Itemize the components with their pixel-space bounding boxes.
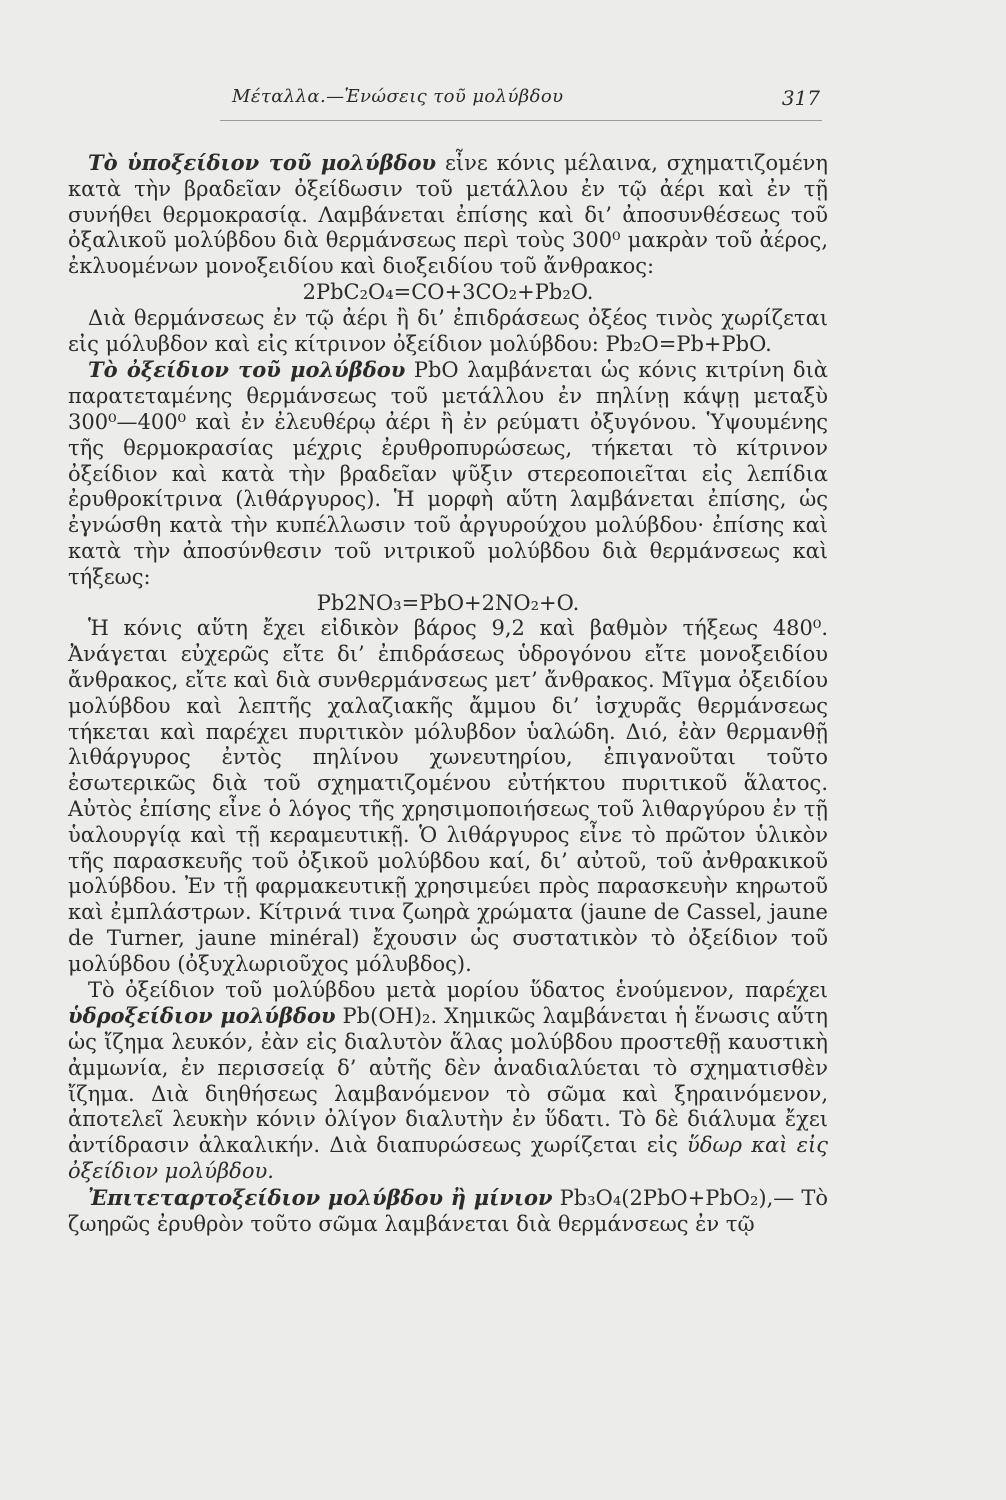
paragraph-oxide	[68, 357, 828, 590]
paragraph-hydroxide-intro: Τὸ ὀξείδιον τοῦ μολύβδου μετὰ μορίου ὕδατος ἑνούμενον, παρέχει	[88, 977, 828, 1002]
paragraph-suboxide-decomposition: Διὰ θερμάνσεως ἐν τῷ ἀέρι ἢ δι’ ἐπιδράσεως ὀξέος τινὸς χωρίζεται εἰς μόλυβδον καὶ εἰς κίτρινον ὀξείδιον μολύβδου: Pb₂O=Pb+PbO.	[68, 305, 828, 356]
paragraph-suboxide-text: εἶνε κόνις μέλαινα, σχηματιζομένη κατὰ τὴν βραδεῖαν ὀξείδωσιν τοῦ μετάλλου ἐν τῷ ἀέρι καὶ ἐν τῇ συνήθει θερμοκρασίᾳ. Λαμβάνεται ἐπίσης καὶ δι’ ἀποσυνθέσεως τοῦ ὀξαλικοῦ μολύβδου διὰ θερμάνσεως περὶ τοὺς 300⁰ μακρὰν τοῦ ἀέρος, ἐκλυομένων μονοξειδίου καὶ διοξειδίου τοῦ ἄνθρακος:	[68, 151, 828, 279]
header-rule	[220, 120, 822, 121]
heading-suboxide: Τὸ ὑποξείδιον τοῦ μολύβδου	[88, 150, 437, 175]
paragraph-hydroxide-text: Pb(OH)₂. Χημικῶς λαμβάνεται ἡ ἕνωσις αὕτη ὡς ἴζημα λευκόν, ἐὰν εἰς διαλυτὸν ἅλας μολύβδου προστεθῇ καυστικὴ ἀμμωνία, ἐν περισσείᾳ δ’ αὐτῆς δὲν ἀναδιαλύεται τὸ σχηματισθὲν ἴζημα. Διὰ διηθήσεως λαμβανόμενον τὸ σῶμα καὶ ξηραινόμενον, ἀποτελεῖ λευκὴν κόνιν ὀλίγον διαλυτὴν ἐν ὕδατι. Τὸ δὲ διάλυμα ἔχει ἀντίδρασιν ἀλκαλικήν. Διὰ διαπυρώσεως χωρίζεται εἰς	[68, 1004, 828, 1158]
page-body	[68, 150, 828, 1237]
heading-hydroxide: ὑδροξείδιον μολύβδου	[68, 1003, 336, 1029]
paragraph-hydroxide	[68, 978, 828, 1185]
equation-oxalate: 2PbC₂O₄=CO+3CO₂+Pb₂O.	[302, 279, 594, 304]
equation-nitrate: Pb2NO₃=PbO+2NO₂+O.	[316, 590, 580, 615]
paragraph-suboxide	[68, 150, 828, 280]
heading-minium: Ἐπιτεταρτοξείδιον μολύβδου ἢ μίνιον	[88, 1184, 553, 1210]
paragraph-oxide-properties: Ἡ κόνις αὕτη ἔχει εἰδικὸν βάρος 9,2 καὶ βαθμὸν τήξεως 480⁰. Ἀνάγεται εὐχερῶς εἴτε δι’ ἐπιδράσεως ὑδρογόνου εἴτε μονοξειδίου ἄνθρακος, εἴτε καὶ διὰ συνθερμάνσεως μετ’ ἄνθρακος. Μῖγμα ὀξειδίου μολύβδου καὶ λεπτῆς χαλαζιακῆς ἄμμου δι’ ἰσχυρᾶς θερμάνσεως τήκεται καὶ παρέχει πυριτικὸν μόλυβδον ὑαλώδη. Διό, ἐὰν θερμανθῇ λιθάργυρος ἐντὸς πηλίνου χωνευτηρίου, ἐπιγανοῦται τοῦτο ἐσωτερικῶς διὰ τοῦ σχηματιζομένου εὐτήκτου πυριτικοῦ ἅλατος. Αὐτὸς ἐπίσης εἶνε ὁ λόγος τῆς χρησιμοποιήσεως τοῦ λιθαργύρου ἐν τῇ ὑαλουργίᾳ καὶ τῇ κεραμευτικῇ. Ὁ λιθάργυρος εἶνε τὸ πρῶτον ὑλικὸν τῆς παρασκευῆς τοῦ ὀξικοῦ μολύβδου καί, δι’ αὐτοῦ, τοῦ ἀνθρακικοῦ μολύβδου. Ἐν τῇ φαρμακευτικῇ χρησιμεύει πρὸς παρασκευὴν κηρωτοῦ καὶ ἐμπλάστρων. Κίτρινά τινα ζωηρὰ χρώματα (jaune de Cassel, jaune de Turner, jaune minéral) ἔχουσιν ὡς συστατικὸν τὸ ὀξείδιον τοῦ μολύβδου (ὀξυχλωριοῦχος μόλυβδος).	[68, 616, 828, 976]
running-title: Μέταλλα.—Ἑνώσεις τοῦ μολύβδου	[232, 86, 564, 107]
paragraph-minium-text: Pb₃O₄(2PbO+PbO₂),— Τὸ ζωηρῶς ἐρυθρὸν τοῦτο σῶμα λαμβάνεται διὰ θερμάνσεως ἐν τῷ	[68, 1185, 828, 1236]
heading-oxide: Τὸ ὀξείδιον τοῦ μολύβδου	[88, 357, 406, 383]
paragraph-minium	[68, 1185, 828, 1238]
page-number: 317	[781, 86, 820, 110]
paragraph-hydroxide-tail: ὕδωρ καὶ εἰς ὀξείδιον μολύβδου.	[68, 1133, 828, 1184]
paragraph-oxide-text: PbO λαμβάνεται ὡς κόνις κιτρίνη διὰ παρατεταμένης θερμάνσεως τοῦ μετάλλου ἐν πηλίνῃ κάψῃ μεταξὺ 300⁰—400⁰ καὶ ἐν ἐλευθέρῳ ἀέρι ἢ ἐν ρεύματι ὀξυγόνου. Ὑψουμένης τῆς θερμοκρασίας μέχρις ἐρυθροπυρώσεως, τήκεται τὸ κίτρινον ὀξείδιον καὶ κατὰ τὴν βραδεῖαν ψῦξιν στερεοποιεῖται εἰς λεπίδια ἐρυθροκίτρινα (λιθάργυρος). Ἡ μορφὴ αὕτη λαμβάνεται ἐπίσης, ὡς ἐγνώσθη κατὰ τὴν κυπέλλωσιν τοῦ ἀργυρούχου μολύβδου· ἐπίσης καὶ κατὰ τὴν ἀποσύνθεσιν τοῦ νιτρικοῦ μολύβδου διὰ θερμάνσεως καὶ τήξεως:	[68, 358, 828, 589]
page-header	[222, 86, 820, 122]
